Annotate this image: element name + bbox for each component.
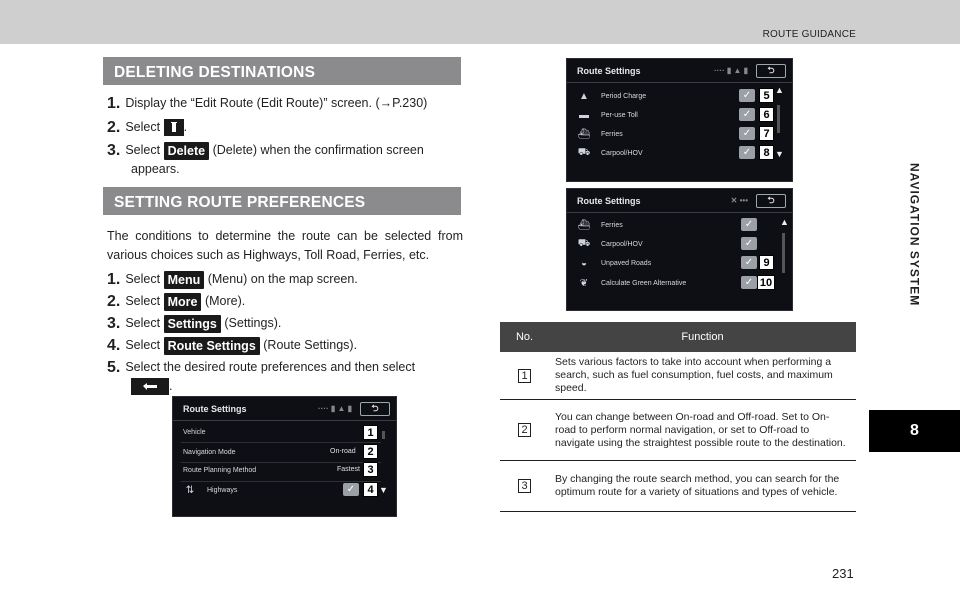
scrollbar[interactable] (777, 105, 780, 133)
callout-4: 4 (363, 482, 378, 497)
screen-a-title: Route Settings (183, 403, 247, 414)
callout-8: 8 (759, 145, 774, 160)
screen-b-title: Route Settings (577, 65, 641, 76)
callout-5: 5 (759, 88, 774, 103)
row-per-use-toll[interactable]: ▬ Per-use Toll (579, 109, 638, 121)
route-prefs-intro: The conditions to determine the route can be selected from various choices such as Highways, Toll Road, Ferries, etc. (107, 229, 463, 262)
status-icons: ···· ▮ ▲ ▮ (317, 404, 352, 413)
scroll-down-icon[interactable]: ▼ (379, 485, 388, 495)
screen-c-title: Route Settings (577, 195, 641, 206)
navigation-mode-value: On-road (330, 448, 356, 455)
menu-key[interactable]: Menu (164, 271, 205, 289)
trash-icon[interactable] (164, 119, 184, 136)
page-number: 231 (832, 566, 854, 581)
table-row (500, 461, 856, 512)
carpool-icon: ⛟ (577, 237, 591, 249)
row-vehicle[interactable]: Vehicle (183, 428, 206, 436)
row-number: 3 (518, 479, 531, 493)
row-carpool[interactable]: ⛟ Carpool/HOV (577, 146, 643, 158)
prefs-step-1: 1. Select Menu (Menu) on the map screen. (107, 271, 358, 288)
callout-9: 9 (759, 255, 774, 270)
callout-6: 6 (759, 107, 774, 122)
callout-10: 10 (757, 275, 775, 290)
unpaved-road-icon: ◒ (580, 257, 588, 269)
row-unpaved-roads[interactable]: ◒ Unpaved Roads (577, 254, 651, 272)
screen-back-button[interactable]: ⮌ (756, 194, 786, 208)
green-alternative-checkbox[interactable]: ✓ (741, 276, 757, 289)
scroll-up-icon[interactable]: ▲ (780, 217, 789, 227)
carpool-checkbox[interactable]: ✓ (739, 146, 755, 159)
highway-icon: ⇅ (185, 484, 195, 496)
scroll-down-icon[interactable]: ▼ (775, 149, 784, 159)
route-settings-screen-b (566, 58, 793, 182)
deleting-title: DELETING DESTINATIONS (103, 57, 461, 85)
prefs-step-5-cont: . (131, 377, 172, 395)
back-arrow-icon[interactable] (131, 378, 169, 395)
screen-back-button[interactable]: ⮌ (360, 402, 390, 416)
carpool-icon: ⛟ (577, 146, 591, 158)
callout-3: 3 (363, 462, 378, 477)
callout-1: 1 (363, 425, 378, 440)
table-row (500, 400, 856, 461)
callout-7: 7 (759, 126, 774, 141)
period-charge-icon: ▲ (579, 90, 589, 102)
delete-key[interactable]: Delete (164, 142, 210, 160)
status-icons: ✕ ••• (730, 196, 748, 205)
row-period-charge[interactable]: ▲ Period Charge (577, 87, 646, 105)
period-charge-checkbox[interactable]: ✓ (739, 89, 755, 102)
ferries-checkbox[interactable]: ✓ (741, 218, 757, 231)
table-row (500, 352, 856, 400)
highways-checkbox[interactable]: ✓ (343, 483, 359, 496)
row-number: 2 (518, 423, 531, 437)
prefs-step-4: 4. Select Route Settings (Route Settings). (107, 337, 358, 354)
unpaved-roads-checkbox[interactable]: ✓ (741, 256, 757, 269)
more-key[interactable]: More (164, 293, 202, 311)
prefs-step-5: 5. Select the desired route preferences and then select (107, 359, 416, 376)
route-settings-screen-c (566, 188, 793, 311)
status-icons: ···· ▮ ▲ ▮ (713, 66, 748, 75)
col-no: No. (500, 322, 549, 352)
leaf-icon: ❦ (579, 277, 589, 289)
carpool-checkbox[interactable]: ✓ (741, 237, 757, 250)
prefs-step-2: 2. Select More (More). (107, 293, 246, 310)
route-planning-value: Fastest (337, 466, 360, 473)
row-navigation-mode[interactable]: Navigation Mode (183, 448, 236, 456)
delete-step-3-cont: appears. (131, 162, 180, 176)
delete-step-1: 1. Display the “Edit Route (Edit Route)” screen. (→P.230) (107, 95, 428, 112)
ferry-icon: ⛴ (577, 128, 591, 140)
row-function: Sets various factors to take into account when performing a search, such as fuel consumption, fuel costs, and maximum speed. (549, 352, 856, 400)
scrollbar[interactable] (782, 233, 785, 273)
row-function: You can change between On-road and Off-road. Set to On-road to perform normal navigation, or set to Off-road to navigate using the straightest possible route to the destination. (549, 400, 856, 461)
delete-step-2: 2. Select . (107, 119, 188, 136)
row-number: 1 (518, 369, 531, 383)
function-table (500, 322, 856, 512)
settings-key[interactable]: Settings (164, 315, 221, 333)
row-ferries[interactable]: ⛴ Ferries (577, 128, 623, 140)
ferries-checkbox[interactable]: ✓ (739, 127, 755, 140)
row-ferries[interactable]: ⛴ Ferries (577, 219, 623, 231)
screen-back-button[interactable]: ⮌ (756, 64, 786, 78)
row-route-planning[interactable]: Route Planning Method (183, 466, 257, 474)
row-carpool[interactable]: ⛟ Carpool/HOV (577, 237, 643, 249)
running-header: ROUTE GUIDANCE (762, 29, 856, 40)
chapter-tab: 8 (869, 410, 960, 452)
route-prefs-title: SETTING ROUTE PREFERENCES (103, 187, 461, 215)
row-highways[interactable]: ⇅ Highways (183, 481, 237, 499)
route-settings-screen-a (172, 396, 397, 517)
side-section-label: NAVIGATION SYSTEM (907, 163, 922, 307)
callout-2: 2 (363, 444, 378, 459)
scrollbar[interactable] (382, 431, 385, 439)
route-settings-key[interactable]: Route Settings (164, 337, 260, 355)
col-function: Function (549, 322, 856, 352)
row-green-alternative[interactable]: ❦ Calculate Green Alternative (577, 274, 686, 292)
ferry-icon: ⛴ (577, 219, 591, 231)
toll-icon: ▬ (579, 109, 589, 121)
per-use-toll-checkbox[interactable]: ✓ (739, 108, 755, 121)
scroll-up-icon[interactable]: ▲ (775, 85, 784, 95)
delete-step-3: 3. Select Delete (Delete) when the confirmation screen (107, 142, 424, 159)
prefs-step-3: 3. Select Settings (Settings). (107, 315, 282, 332)
row-function: By changing the route search method, you can search for the optimum route for a variety of situations and types of vehicle. (549, 461, 856, 512)
